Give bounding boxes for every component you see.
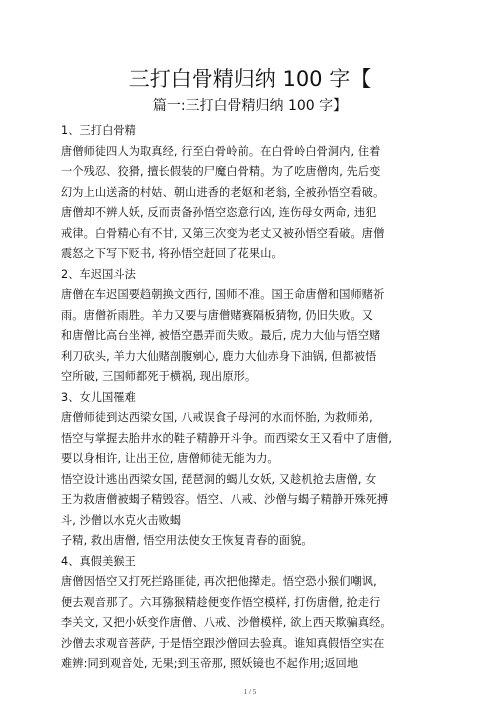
body-line: 戒律。白骨精心有不甘, 又第三次变为老丈又被孙悟空看破。唐僧 <box>61 226 385 240</box>
body-line: 一个残忍、狡猾, 擅长假装的尸魔白骨精。为了吃唐僧肉, 先后变 <box>61 165 381 178</box>
body-line: 唐僧却不辨人妖, 反而责备孙悟空恣意行凶, 连伤母女两命, 违犯 <box>61 206 377 219</box>
section-heading: 3、女儿国罹难 <box>61 390 136 404</box>
page-number: 1 / 5 <box>243 688 257 696</box>
body-line: 难辨:同到观音处, 无果;到玉帝那, 照妖镜也不起作用;返回地 <box>61 657 359 670</box>
body-line: 悟空设计逃出西梁女国, 琵琶洞的蝎儿女妖, 又趁机抢去唐僧, 女 <box>61 472 377 486</box>
body-line: 震怒之下写下贬书, 将孙悟空赶回了花果山。 <box>61 247 283 260</box>
body-line: 李关文, 又把小妖变作唐僧、八戒、沙僧模样, 欲上西天欺骗真经。 <box>61 616 392 629</box>
body-line: 唐僧师徒四人为取真经, 行至白骨岭前。在白骨岭白骨洞内, 住着 <box>61 144 381 158</box>
body-line: 王为救唐僧被蝎子精毁容。悟空、八戒、沙僧与蝎子精静开殊死搏 <box>61 493 389 506</box>
body-line: 斗, 沙僧以水克火击败蝎 <box>61 513 182 527</box>
body-line: 要以身相许, 让出王位, 唐僧师徒无能为力。 <box>61 452 279 465</box>
body-line: 便去观音那了。六耳猕猴精趁便变作悟空模样, 打伤唐僧, 抢走行 <box>61 595 381 609</box>
body-line: 唐僧在车迟国要趋朝换文西行, 国师不准。国王命唐僧和国师赌祈 <box>61 288 385 301</box>
document-subtitle: 篇一:三打白骨精归纳 100 字】 <box>152 98 348 114</box>
body-line: 唐僧因悟空又打死拦路匪徒, 再次把他撵走。悟空恐小猴们嘲讽, <box>61 575 377 588</box>
section-heading: 2、车迟国斗法 <box>61 267 136 281</box>
body-line: 雨。唐僧祈雨胜。羊力又要与唐僧赌赛隔板猜物, 仍旧失败。又 <box>61 308 374 322</box>
body-line: 空所破, 三国师都死于横祸, 现出原形。 <box>61 370 257 383</box>
body-line: 唐僧师徒到达西梁女国, 八戒误食子母河的水而怀胎, 为救师弟, <box>61 411 373 424</box>
body-line: 幻为上山送斋的村姑、朝山进香的老妪和老翁, 全被孙悟空看破。 <box>61 185 385 199</box>
section-heading: 1、三打白骨精 <box>61 124 136 137</box>
body-line: 利刀砍头, 羊力大仙赌剖腹剜心, 鹿力大仙赤身下油锅, 但都被悟 <box>61 349 377 363</box>
body-text <box>61 121 401 675</box>
body-line: 沙僧去求观音菩萨, 于是悟空跟沙僧回去验真。谁知真假悟空实在 <box>61 636 385 650</box>
document-title: 三打白骨精归纳 100 字【 <box>128 67 372 91</box>
body-line: 子精, 救出唐僧, 悟空用法使女王恢复青春的面貌。 <box>61 534 313 547</box>
section-heading: 4、真假美猴王 <box>61 554 136 568</box>
body-line: 悟空与掌握去胎井水的鞋子精静开斗争。而西梁女王又看中了唐僧, <box>61 431 392 445</box>
body-line: 和唐僧比高台坐禅, 被悟空愚弄而失败。最后, 虎力大仙与悟空赌 <box>61 329 381 342</box>
